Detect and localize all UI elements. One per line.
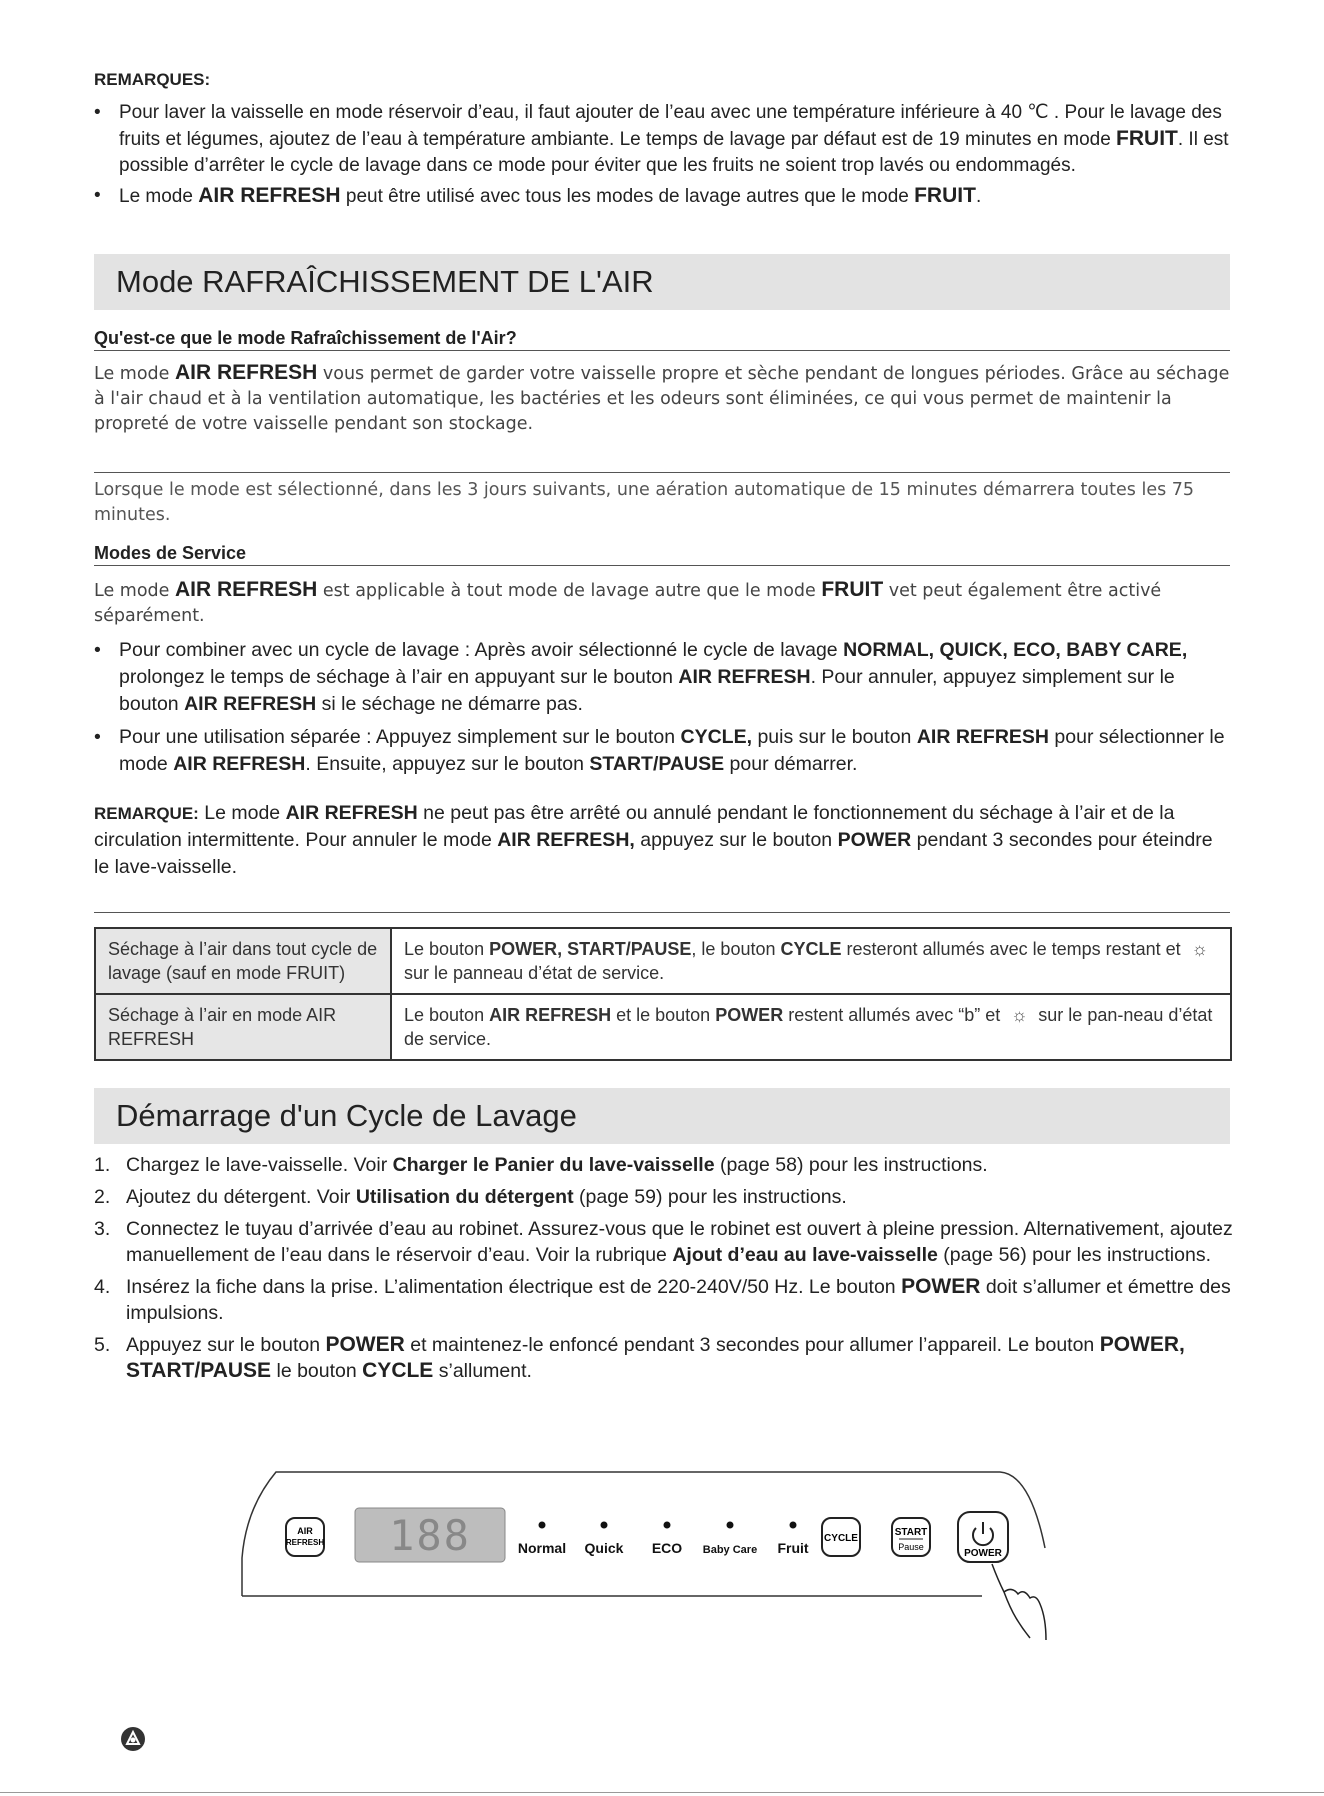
steps-list [94,1152,1234,1390]
indicator-dot [539,1522,546,1529]
table-row [95,994,1231,1060]
svg-text:POWER: POWER [964,1548,1002,1559]
mode-label-quick[interactable]: Quick [584,1540,624,1556]
list-item: 1. Chargez le lave-vaisselle. Voir Charger le Panier du lave-vaisselle (page 58) pour les instructions. [94,1154,988,1176]
paragraph-intro: Le mode AIR REFRESH vous permet de garder votre vaisselle propre et sèche pendant de longues périodes. Grâce au séchage à l'air chaud et à la ventilation automatique, les bactéries et les odeurs sont éliminées, ce qui vous permet de maintenir la propreté de votre vaisselle pendant son stockage. [94,361,1230,434]
start-pause-button[interactable] [892,1518,930,1556]
svg-text:CYCLE: CYCLE [824,1533,858,1544]
subheading-service-modes: Modes de Service [94,543,1230,566]
hand-pointer-icon [992,1564,1046,1640]
list-item: • Pour combiner avec un cycle de lavage : Après avoir sélectionné le cycle de lavage NORMAL, QUICK, ECO, BABY CARE, prolongez le temps de séchage à l’air en appuyant sur le bouton AIR REFRESH. Pour annuler, appuyez simplement sur le bouton AIR REFRESH si le séchage ne démarre pas. [94,637,1234,718]
remarque-note: REMARQUE: Le mode AIR REFRESH ne peut pas être arrêté ou annulé pendant le fonctionnement du séchage à l’air et de la circulation intermittente. Pour annuler le mode AIR REFRESH, appuyez sur le bouton POWER pendant 3 secondes pour éteindre le lave-vaisselle. [94,802,1213,878]
section-header-start-cycle: Démarrage d'un Cycle de Lavage [94,1088,1230,1144]
air-refresh-button[interactable] [286,1518,324,1556]
svg-text:Pause: Pause [898,1542,924,1552]
table-cell-value: Le bouton POWER, START/PAUSE, le bouton CYCLE resteront allumés avec le temps restant et ☼ sur le panneau d’état de service. [391,928,1231,994]
list-item: 5. Appuyez sur le bouton POWER et maintenez-le enfoncé pendant 3 secondes pour allumer l’appareil. Le bouton POWER, START/PAUSE le bouton CYCLE s’allument. [94,1333,1185,1382]
remarques-title: REMARQUES: [94,70,211,89]
indicator-dot [601,1522,608,1529]
power-button[interactable] [958,1512,1008,1562]
air-drying-table [94,927,1232,1061]
table-cell-label: Séchage à l’air dans tout cycle de lavage (sauf en mode FRUIT) [95,928,391,994]
mode-label-eco[interactable]: ECO [651,1540,683,1556]
service-list [94,637,1234,784]
list-item: 2. Ajoutez du détergent. Voir Utilisation du détergent (page 59) pour les instructions. [94,1186,847,1208]
indicator-dot [727,1522,734,1529]
mode-label-normal[interactable]: Normal [517,1540,567,1556]
table-cell-value: Le bouton AIR REFRESH et le bouton POWER restent allumés avec “b” et ☼ sur le pan-neau d’état de service. [391,994,1231,1060]
indicator-dot [664,1522,671,1529]
indicator-dot [790,1522,797,1529]
list-item: 4. Insérez la fiche dans la prise. L’alimentation électrique est de 220-240V/50 Hz. Le bouton POWER doit s’allumer et émettre des impulsions. [94,1275,1231,1324]
list-item: • Le mode AIR REFRESH peut être utilisé avec tous les modes de lavage autres que le mode FRUIT. [94,183,1234,210]
sun-icon: ☼ [1191,939,1208,959]
display-screen [355,1508,505,1562]
svg-text:188: 188 [389,1511,471,1560]
list-item: • Pour une utilisation séparée : Appuyez simplement sur le bouton CYCLE, puis sur le bouton AIR REFRESH pour sélectionner le mode AIR REFRESH. Ensuite, appuyez sur le bouton START/PAUSE pour démarrer. [94,724,1234,778]
brand-logo-icon [120,1726,146,1752]
subheading-what-is: Qu'est-ce que le mode Rafraîchissement de l'Air? [94,328,1230,351]
sun-icon: ☼ [1011,1005,1028,1025]
section-header-air-refresh: Mode RAFRAÎCHISSEMENT DE L'AIR [94,254,1230,310]
table-row [95,928,1231,994]
remarques-list [94,100,1234,214]
svg-text:REFRESH: REFRESH [285,1538,325,1547]
page-bottom-rule [0,1792,1324,1793]
svg-text:AIR: AIR [297,1526,313,1536]
mode-label-fruit[interactable]: Fruit [777,1540,809,1556]
table-cell-label: Séchage à l’air en mode AIR REFRESH [95,994,391,1060]
divider [94,472,1230,473]
svg-text:START: START [894,1527,928,1538]
mode-label-baby-care[interactable]: Baby Care [702,1544,758,1556]
control-panel-illustration [240,1468,1050,1650]
paragraph-schedule: Lorsque le mode est sélectionné, dans les 3 jours suivants, une aération automatique de 15 minutes démarrera toutes les 75 minutes. [94,480,1195,525]
paragraph-service: Le mode AIR REFRESH est applicable à tout mode de lavage autre que le mode FRUIT vet peut également être activé séparément. [94,578,1162,626]
cycle-button[interactable] [822,1518,860,1556]
divider [94,912,1230,913]
list-item: 3. Connectez le tuyau d’arrivée d’eau au robinet. Assurez-vous que le robinet est ouvert à pleine pression. Alternativement, ajoutez manuellement de l’eau dans le réservoir d’eau. Voir la rubrique Ajout d’eau au lave-vaisselle (page 56) pour les instructions. [94,1218,1233,1266]
list-item: • Pour laver la vaisselle en mode réservoir d’eau, il faut ajouter de l’eau avec une température inférieure à 40 ℃ . Pour le lavage des fruits et légumes, ajoutez de l’eau à température ambiante. Le temps de lavage par défaut est de 19 minutes en mode FRUIT. Il est possible d’arrêter le cycle de lavage dans ce mode pour éviter que les fruits ne soient trop lavés ou endommagés. [94,100,1234,179]
